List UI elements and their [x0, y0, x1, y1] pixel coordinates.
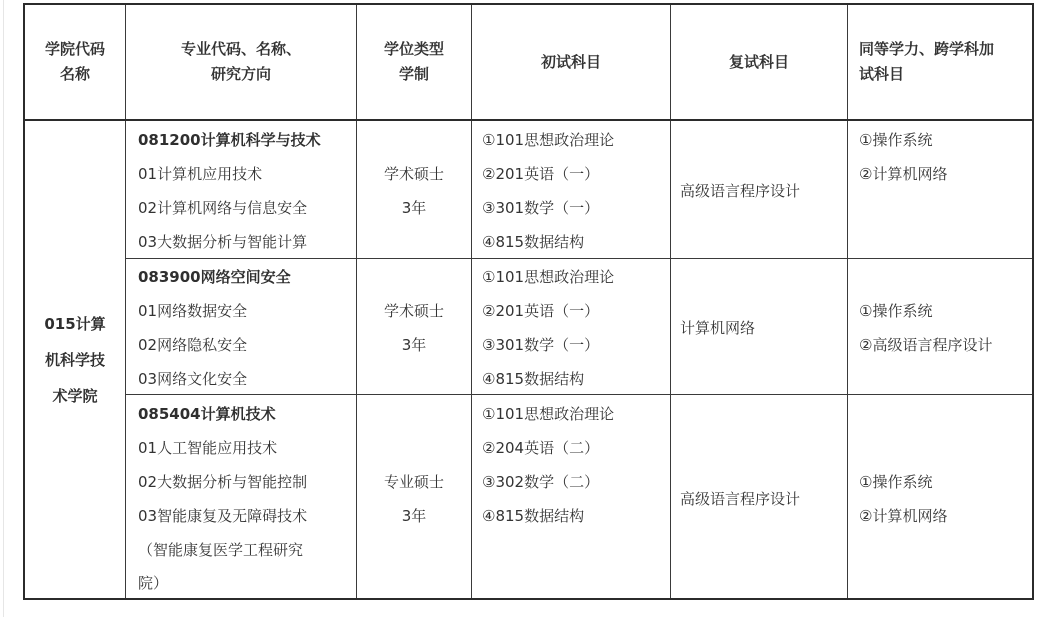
college-name-line: 015计算 [44, 314, 106, 333]
research-direction: 01计算机应用技术 [138, 165, 263, 183]
header-degree: 学位类型 学制 [383, 40, 444, 83]
research-direction: 03大数据分析与智能计算 [138, 233, 308, 251]
research-direction: 02计算机网络与信息安全 [138, 199, 308, 217]
research-direction: （智能康复医学工程研究 [138, 541, 304, 559]
exam-subject: ④815数据结构 [482, 370, 585, 388]
page-left-divider [3, 0, 4, 617]
research-direction: 02网络隐私安全 [138, 336, 248, 354]
research-direction: 01人工智能应用技术 [138, 439, 278, 457]
degree-type: 专业硕士 [383, 473, 444, 491]
exam-subject: ③301数学（一） [482, 199, 600, 217]
header-college: 学院代码 名称 [44, 40, 105, 83]
exam-subject: ②201英语（一） [482, 165, 600, 183]
exam-subject: ④815数据结构 [482, 233, 585, 251]
exam-subject: ④815数据结构 [482, 507, 585, 525]
exam-subject: ①101思想政治理论 [482, 268, 615, 286]
research-direction: 01网络数据安全 [138, 302, 248, 320]
retest-subject: 计算机网络 [680, 319, 756, 337]
research-direction: 03智能康复及无障碍技术 [138, 507, 308, 525]
exam-subject: ①101思想政治理论 [482, 405, 615, 423]
research-direction: 院） [138, 574, 169, 592]
exam-subject: ②201英语（一） [482, 302, 600, 320]
study-years: 3年 [401, 336, 427, 354]
admission-table [23, 3, 1034, 600]
study-years: 3年 [401, 507, 427, 525]
extra-subject: ①操作系统 [859, 473, 933, 491]
extra-subject: ②高级语言程序设计 [859, 336, 993, 354]
header-major: 专业代码、名称、 研究方向 [180, 40, 301, 83]
major-title: 085404计算机技术 [138, 405, 276, 423]
research-direction: 03网络文化安全 [138, 370, 248, 388]
research-direction: 02大数据分析与智能控制 [138, 473, 308, 491]
extra-subject: ①操作系统 [859, 302, 933, 320]
extra-subject: ①操作系统 [859, 131, 933, 149]
header-extra-exam: 同等学力、跨学科加 试科目 [859, 40, 995, 83]
study-years: 3年 [401, 199, 427, 217]
header-initial-exam: 初试科目 [540, 52, 601, 71]
exam-subject: ③301数学（一） [482, 336, 600, 354]
college-name-line: 机科学技 [44, 350, 105, 369]
major-title: 083900网络空间安全 [138, 268, 291, 286]
degree-type: 学术硕士 [383, 302, 444, 320]
exam-subject: ②204英语（二） [482, 439, 600, 457]
college-cell [25, 121, 125, 598]
extra-subject: ②计算机网络 [859, 507, 948, 525]
exam-subject: ③302数学（二） [482, 473, 600, 491]
header-retest: 复试科目 [728, 52, 789, 71]
major-title: 081200计算机科学与技术 [138, 131, 321, 149]
college-name-line: 术学院 [52, 386, 98, 405]
retest-subject: 高级语言程序设计 [680, 182, 801, 200]
row-divider [125, 258, 1032, 259]
extra-subject: ②计算机网络 [859, 165, 948, 183]
retest-subject: 高级语言程序设计 [680, 490, 801, 508]
row-divider [125, 394, 1032, 395]
degree-type: 学术硕士 [383, 165, 444, 183]
header-divider [25, 119, 1032, 121]
exam-subject: ①101思想政治理论 [482, 131, 615, 149]
